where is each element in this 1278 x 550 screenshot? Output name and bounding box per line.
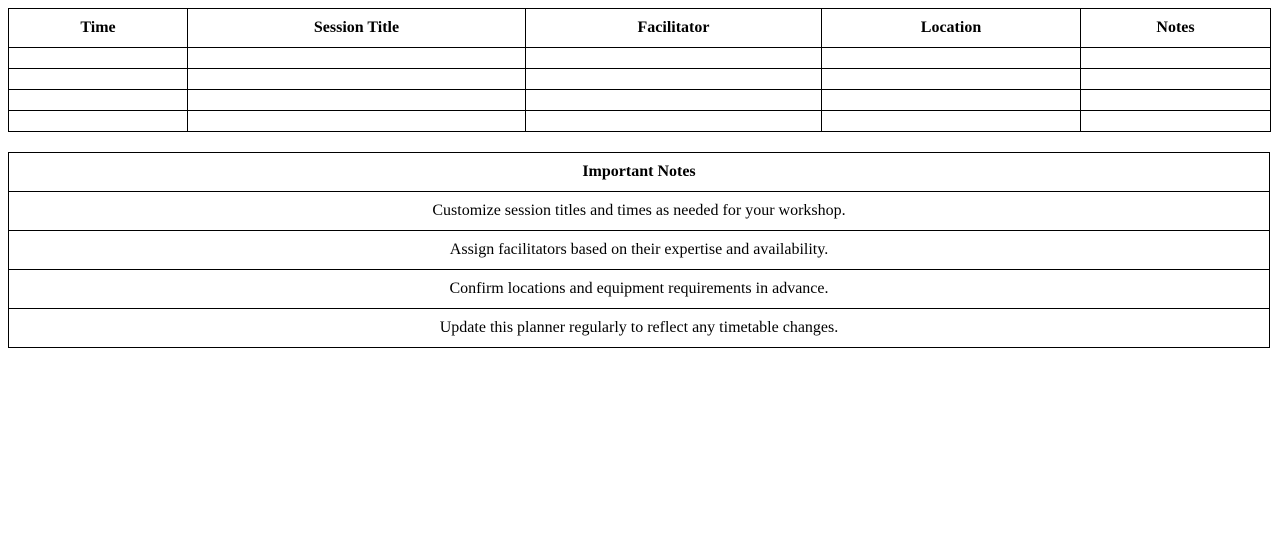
cell-time <box>9 90 188 111</box>
notes-table <box>8 152 1270 348</box>
note-text: Assign facilitators based on their expertise and availability. <box>9 231 1270 270</box>
schedule-table <box>8 8 1271 132</box>
notes-title: Important Notes <box>9 153 1270 192</box>
cell-time <box>9 69 188 90</box>
list-item <box>9 192 1270 231</box>
cell-location <box>822 90 1081 111</box>
header-location: Location <box>822 9 1081 48</box>
note-text: Confirm locations and equipment requirements in advance. <box>9 270 1270 309</box>
list-item <box>9 309 1270 348</box>
cell-facilitator <box>526 69 822 90</box>
note-text: Update this planner regularly to reflect any timetable changes. <box>9 309 1270 348</box>
cell-notes <box>1081 48 1271 69</box>
cell-session-title <box>188 48 526 69</box>
header-session-title: Session Title <box>188 9 526 48</box>
table-row <box>9 111 1271 132</box>
cell-facilitator <box>526 111 822 132</box>
cell-time <box>9 111 188 132</box>
cell-notes <box>1081 111 1271 132</box>
cell-location <box>822 69 1081 90</box>
table-row <box>9 90 1271 111</box>
cell-session-title <box>188 111 526 132</box>
cell-notes <box>1081 69 1271 90</box>
header-notes: Notes <box>1081 9 1271 48</box>
schedule-header-row <box>9 9 1271 48</box>
header-facilitator: Facilitator <box>526 9 822 48</box>
cell-session-title <box>188 69 526 90</box>
cell-location <box>822 111 1081 132</box>
note-text: Customize session titles and times as needed for your workshop. <box>9 192 1270 231</box>
cell-notes <box>1081 90 1271 111</box>
list-item <box>9 231 1270 270</box>
header-time: Time <box>9 9 188 48</box>
cell-session-title <box>188 90 526 111</box>
table-row <box>9 48 1271 69</box>
list-item <box>9 270 1270 309</box>
table-row <box>9 69 1271 90</box>
cell-facilitator <box>526 90 822 111</box>
notes-header-row <box>9 153 1270 192</box>
cell-facilitator <box>526 48 822 69</box>
cell-location <box>822 48 1081 69</box>
cell-time <box>9 48 188 69</box>
